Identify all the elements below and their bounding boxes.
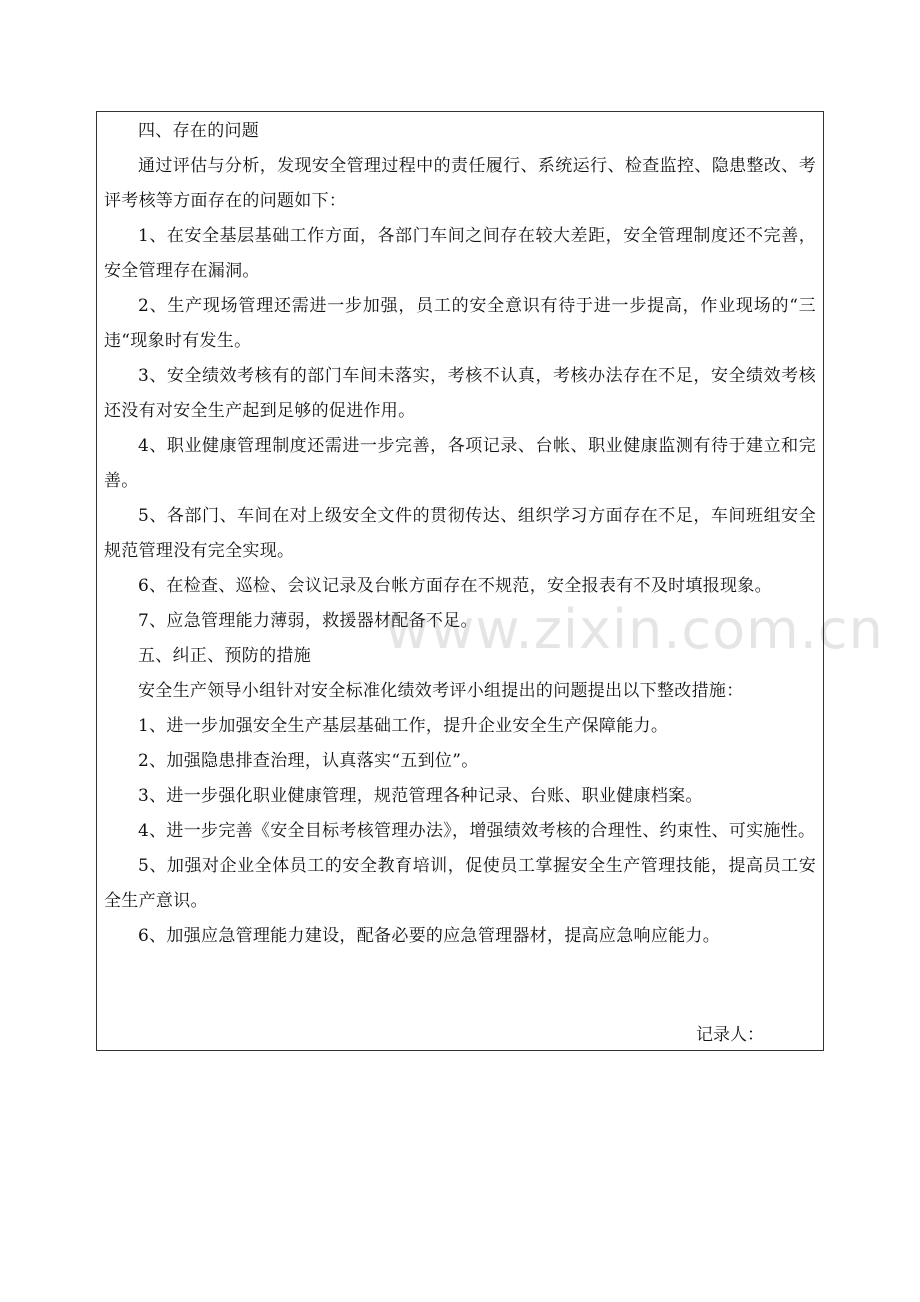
problem-item-5: 5、各部门、车间在对上级安全文件的贯彻传达、组织学习方面存在不足，车间班组安全规范管理没有完全实现。 [104, 506, 816, 561]
watermark: www.zixin.com.cn [385, 598, 884, 661]
section-4-heading: 四、存在的问题 [138, 121, 260, 141]
problem-item-2: 2、生产现场管理还需进一步加强，员工的安全意识有待于进一步提高，作业现场的“三违“现象时有发生。 [104, 296, 816, 351]
measure-item-3: 3、进一步强化职业健康管理，规范管理各种记录、台账、职业健康档案。 [138, 786, 703, 806]
problem-item-6: 6、在检查、巡检、会议记录及台帐方面存在不规范，安全报表有不及时填报现象。 [138, 576, 772, 596]
problem-item-1: 1、在安全基层基础工作方面，各部门车间之间存在较大差距，安全管理制度还不完善，安全管理存在漏洞。 [104, 226, 816, 281]
measure-item-6: 6、加强应急管理能力建设，配备必要的应急管理器材，提高应急响应能力。 [138, 926, 721, 946]
measure-item-5: 5、加强对企业全体员工的安全教育培训，促使员工掌握安全生产管理技能，提高员工安全生产意识。 [104, 856, 816, 911]
problem-item-4: 4、职业健康管理制度还需进一步完善，各项记录、台帐、职业健康监测有待于建立和完善。 [104, 436, 816, 491]
section-4-intro: 通过评估与分析，发现安全管理过程中的责任履行、系统运行、检查监控、隐患整改、考评考核等方面存在的问题如下： [104, 156, 816, 211]
recorder-label: 记录人： [696, 1025, 764, 1045]
section-5-heading: 五、纠正、预防的措施 [138, 646, 311, 666]
measure-item-1: 1、进一步加强安全生产基层基础工作，提升企业安全生产保障能力。 [138, 716, 669, 736]
measure-item-2: 2、加强隐患排查治理，认真落实“五到位”。 [138, 751, 479, 771]
section-5-intro: 安全生产领导小组针对安全标准化绩效考评小组提出的问题提出以下整改措施： [138, 681, 744, 701]
problem-item-3: 3、安全绩效考核有的部门车间未落实，考核不认真，考核办法存在不足，安全绩效考核还没有对安全生产起到足够的促进作用。 [104, 366, 816, 421]
document-body [104, 114, 816, 954]
measure-item-4: 4、进一步完善《安全目标考核管理办法》，增强绩效考核的合理性、约束性、可实施性。 [138, 821, 816, 841]
problem-item-7: 7、应急管理能力薄弱，救援器材配备不足。 [138, 611, 478, 631]
